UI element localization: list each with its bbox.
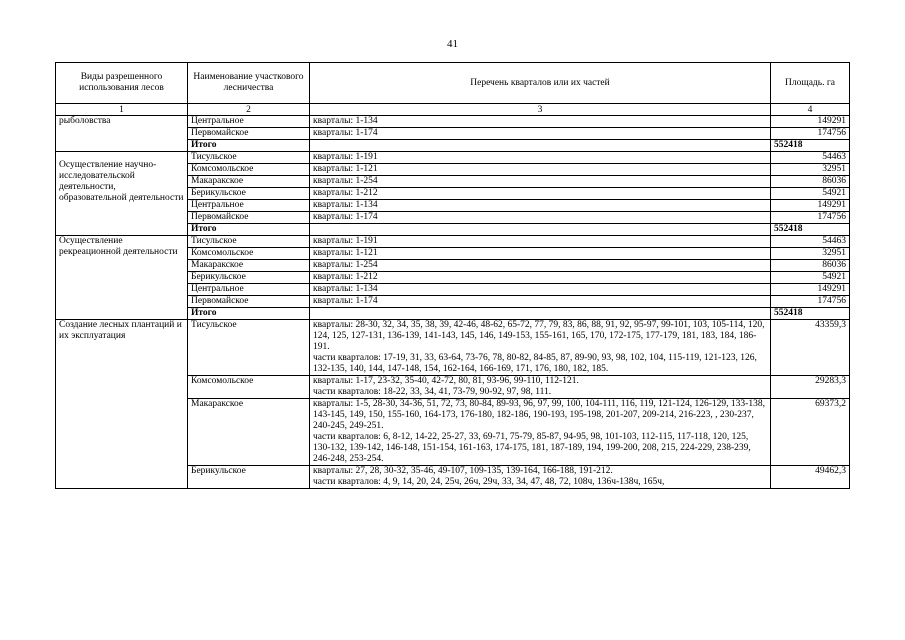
table-row xyxy=(56,320,850,376)
area-cell: 174756 xyxy=(771,296,850,308)
quarters-full-list: кварталы: 27, 28, 30-32, 35-46, 49-107, 109-135, 139-164, 166-188, 191-212. xyxy=(313,466,613,476)
quarters-partial-list: части кварталов: 4, 9, 14, 20, 24, 25ч, 26ч, 29ч, 33, 34, 47, 48, 72, 108ч, 136ч-138ч, 165ч, xyxy=(313,477,665,487)
quarters-cell-empty xyxy=(310,308,771,320)
area-cell: 174756 xyxy=(771,212,850,224)
quarters-cell: кварталы: 1-174 xyxy=(310,128,771,140)
area-cell: 43359,3 xyxy=(771,320,850,376)
forestry-cell: Берикульское xyxy=(188,466,310,489)
header-area: Площадь. га xyxy=(771,63,850,104)
quarters-full-list: кварталы: 1-5, 28-30, 34-36, 51, 72, 73, 80-84, 89-93, 96, 97, 99, 100, 104-111, 116, 119, 121-124, 126-129, 133-138, 143-145, 149, 150, 155-160, 164-173, 176-180, 182-186, 190-193, 195-198, 201-207, 209-214, 216-223, , 230-237, 240-245, 249-251. xyxy=(313,399,765,431)
page-number: 41 xyxy=(447,38,458,50)
quarters-cell: кварталы: 1-191 xyxy=(310,236,771,248)
use-type-cell: Осуществление научно-исследовательской деятельности, образовательной деятельности xyxy=(56,152,188,236)
area-cell: 54921 xyxy=(771,188,850,200)
quarters-cell: кварталы: 1-121 xyxy=(310,164,771,176)
area-cell: 86036 xyxy=(771,260,850,272)
total-area: 552418 xyxy=(771,224,850,236)
use-type-cell: рыболовства xyxy=(56,116,188,152)
quarters-cell xyxy=(310,320,771,376)
quarters-cell: кварталы: 1-254 xyxy=(310,176,771,188)
area-cell: 149291 xyxy=(771,200,850,212)
forestry-cell: Тисульское xyxy=(188,152,310,164)
area-cell: 174756 xyxy=(771,128,850,140)
area-cell: 149291 xyxy=(771,116,850,128)
area-cell: 49462,3 xyxy=(771,466,850,489)
forestry-cell: Центральное xyxy=(188,200,310,212)
column-number: 3 xyxy=(310,104,771,116)
forestry-cell: Центральное xyxy=(188,116,310,128)
quarters-cell: кварталы: 1-134 xyxy=(310,284,771,296)
total-area: 552418 xyxy=(771,308,850,320)
quarters-full-list: кварталы: 28-30, 32, 34, 35, 38, 39, 42-46, 48-62, 65-72, 77, 79, 83, 86, 88, 91, 92, 95-97, 99-101, 103, 105-114, 120, 124, 125, 127-131, 136-139, 141-143, 145, 146, 149-153, 155-161, 165, 170, 172-175, 177-179, 181, 183, 184, 186-191. xyxy=(313,320,765,352)
forestry-cell: Тисульское xyxy=(188,236,310,248)
forest-use-table xyxy=(55,62,850,489)
area-cell: 29283,3 xyxy=(771,376,850,399)
forestry-cell: Тисульское xyxy=(188,320,310,376)
forestry-cell: Комсомольское xyxy=(188,164,310,176)
quarters-cell xyxy=(310,376,771,399)
quarters-cell: кварталы: 1-121 xyxy=(310,248,771,260)
forestry-cell: Первомайское xyxy=(188,128,310,140)
column-number: 1 xyxy=(56,104,188,116)
use-type-cell: Создание лесных плантаций и их эксплуатация xyxy=(56,320,188,489)
quarters-cell: кварталы: 1-134 xyxy=(310,200,771,212)
total-label: Итого xyxy=(188,224,310,236)
quarters-partial-list: части кварталов: 6, 8-12, 14-22, 25-27, 33, 69-71, 75-79, 85-87, 94-95, 98, 101-103, 112-115, 117-118, 120, 125, 130-132, 139-142, 146-148, 151-154, 161-163, 174-175, 181, 187-189, 194, 199-200, 208, 215, 224-229, 238-239, 246-248, 253-254. xyxy=(313,432,751,464)
table-row xyxy=(56,152,850,164)
column-number-row xyxy=(56,104,850,116)
forestry-cell: Комсомольское xyxy=(188,376,310,399)
total-area: 552418 xyxy=(771,140,850,152)
header-use-type: Виды разрешенного использования лесов xyxy=(56,63,188,104)
forestry-cell: Берикульское xyxy=(188,272,310,284)
area-cell: 32951 xyxy=(771,164,850,176)
area-cell: 86036 xyxy=(771,176,850,188)
quarters-cell xyxy=(310,466,771,489)
total-label: Итого xyxy=(188,140,310,152)
area-cell: 149291 xyxy=(771,284,850,296)
quarters-cell: кварталы: 1-191 xyxy=(310,152,771,164)
table-row xyxy=(56,116,850,128)
table-header-row xyxy=(56,63,850,104)
total-label: Итого xyxy=(188,308,310,320)
area-cell: 54921 xyxy=(771,272,850,284)
forestry-cell: Первомайское xyxy=(188,296,310,308)
forestry-cell: Макаракское xyxy=(188,260,310,272)
header-quarters: Перечень кварталов или их частей xyxy=(310,63,771,104)
quarters-cell: кварталы: 1-174 xyxy=(310,212,771,224)
quarters-cell xyxy=(310,399,771,466)
quarters-cell: кварталы: 1-174 xyxy=(310,296,771,308)
forestry-cell: Комсомольское xyxy=(188,248,310,260)
quarters-cell-empty xyxy=(310,224,771,236)
forestry-cell: Первомайское xyxy=(188,212,310,224)
forestry-cell: Центральное xyxy=(188,284,310,296)
header-forestry: Наименование участкового лесничества xyxy=(188,63,310,104)
forestry-cell: Макаракское xyxy=(188,399,310,466)
quarters-cell-empty xyxy=(310,140,771,152)
quarters-full-list: кварталы: 1-17, 23-32, 35-40, 42-72, 80, 81, 93-96, 99-110, 112-121. xyxy=(313,376,579,386)
quarters-partial-list: части кварталов: 17-19, 31, 33, 63-64, 73-76, 78, 80-82, 84-85, 87, 89-90, 93, 98, 102, 104, 115-119, 121-123, 126, 132-135, 140, 144, 147-148, 154, 162-164, 166-169, 171, 176, 180, 182, 185. xyxy=(313,353,757,374)
table-row xyxy=(56,236,850,248)
area-cell: 32951 xyxy=(771,248,850,260)
area-cell: 54463 xyxy=(771,152,850,164)
column-number: 2 xyxy=(188,104,310,116)
quarters-partial-list: части кварталов: 18-22, 33, 34, 41, 73-79, 90-92, 97, 98, 111. xyxy=(313,387,552,397)
forestry-cell: Макаракское xyxy=(188,176,310,188)
quarters-cell: кварталы: 1-134 xyxy=(310,116,771,128)
area-cell: 54463 xyxy=(771,236,850,248)
quarters-cell: кварталы: 1-254 xyxy=(310,260,771,272)
forestry-cell: Берикульское xyxy=(188,188,310,200)
area-cell: 69373,2 xyxy=(771,399,850,466)
quarters-cell: кварталы: 1-212 xyxy=(310,188,771,200)
column-number: 4 xyxy=(771,104,850,116)
use-type-cell: Осуществление рекреационной деятельности xyxy=(56,236,188,320)
quarters-cell: кварталы: 1-212 xyxy=(310,272,771,284)
